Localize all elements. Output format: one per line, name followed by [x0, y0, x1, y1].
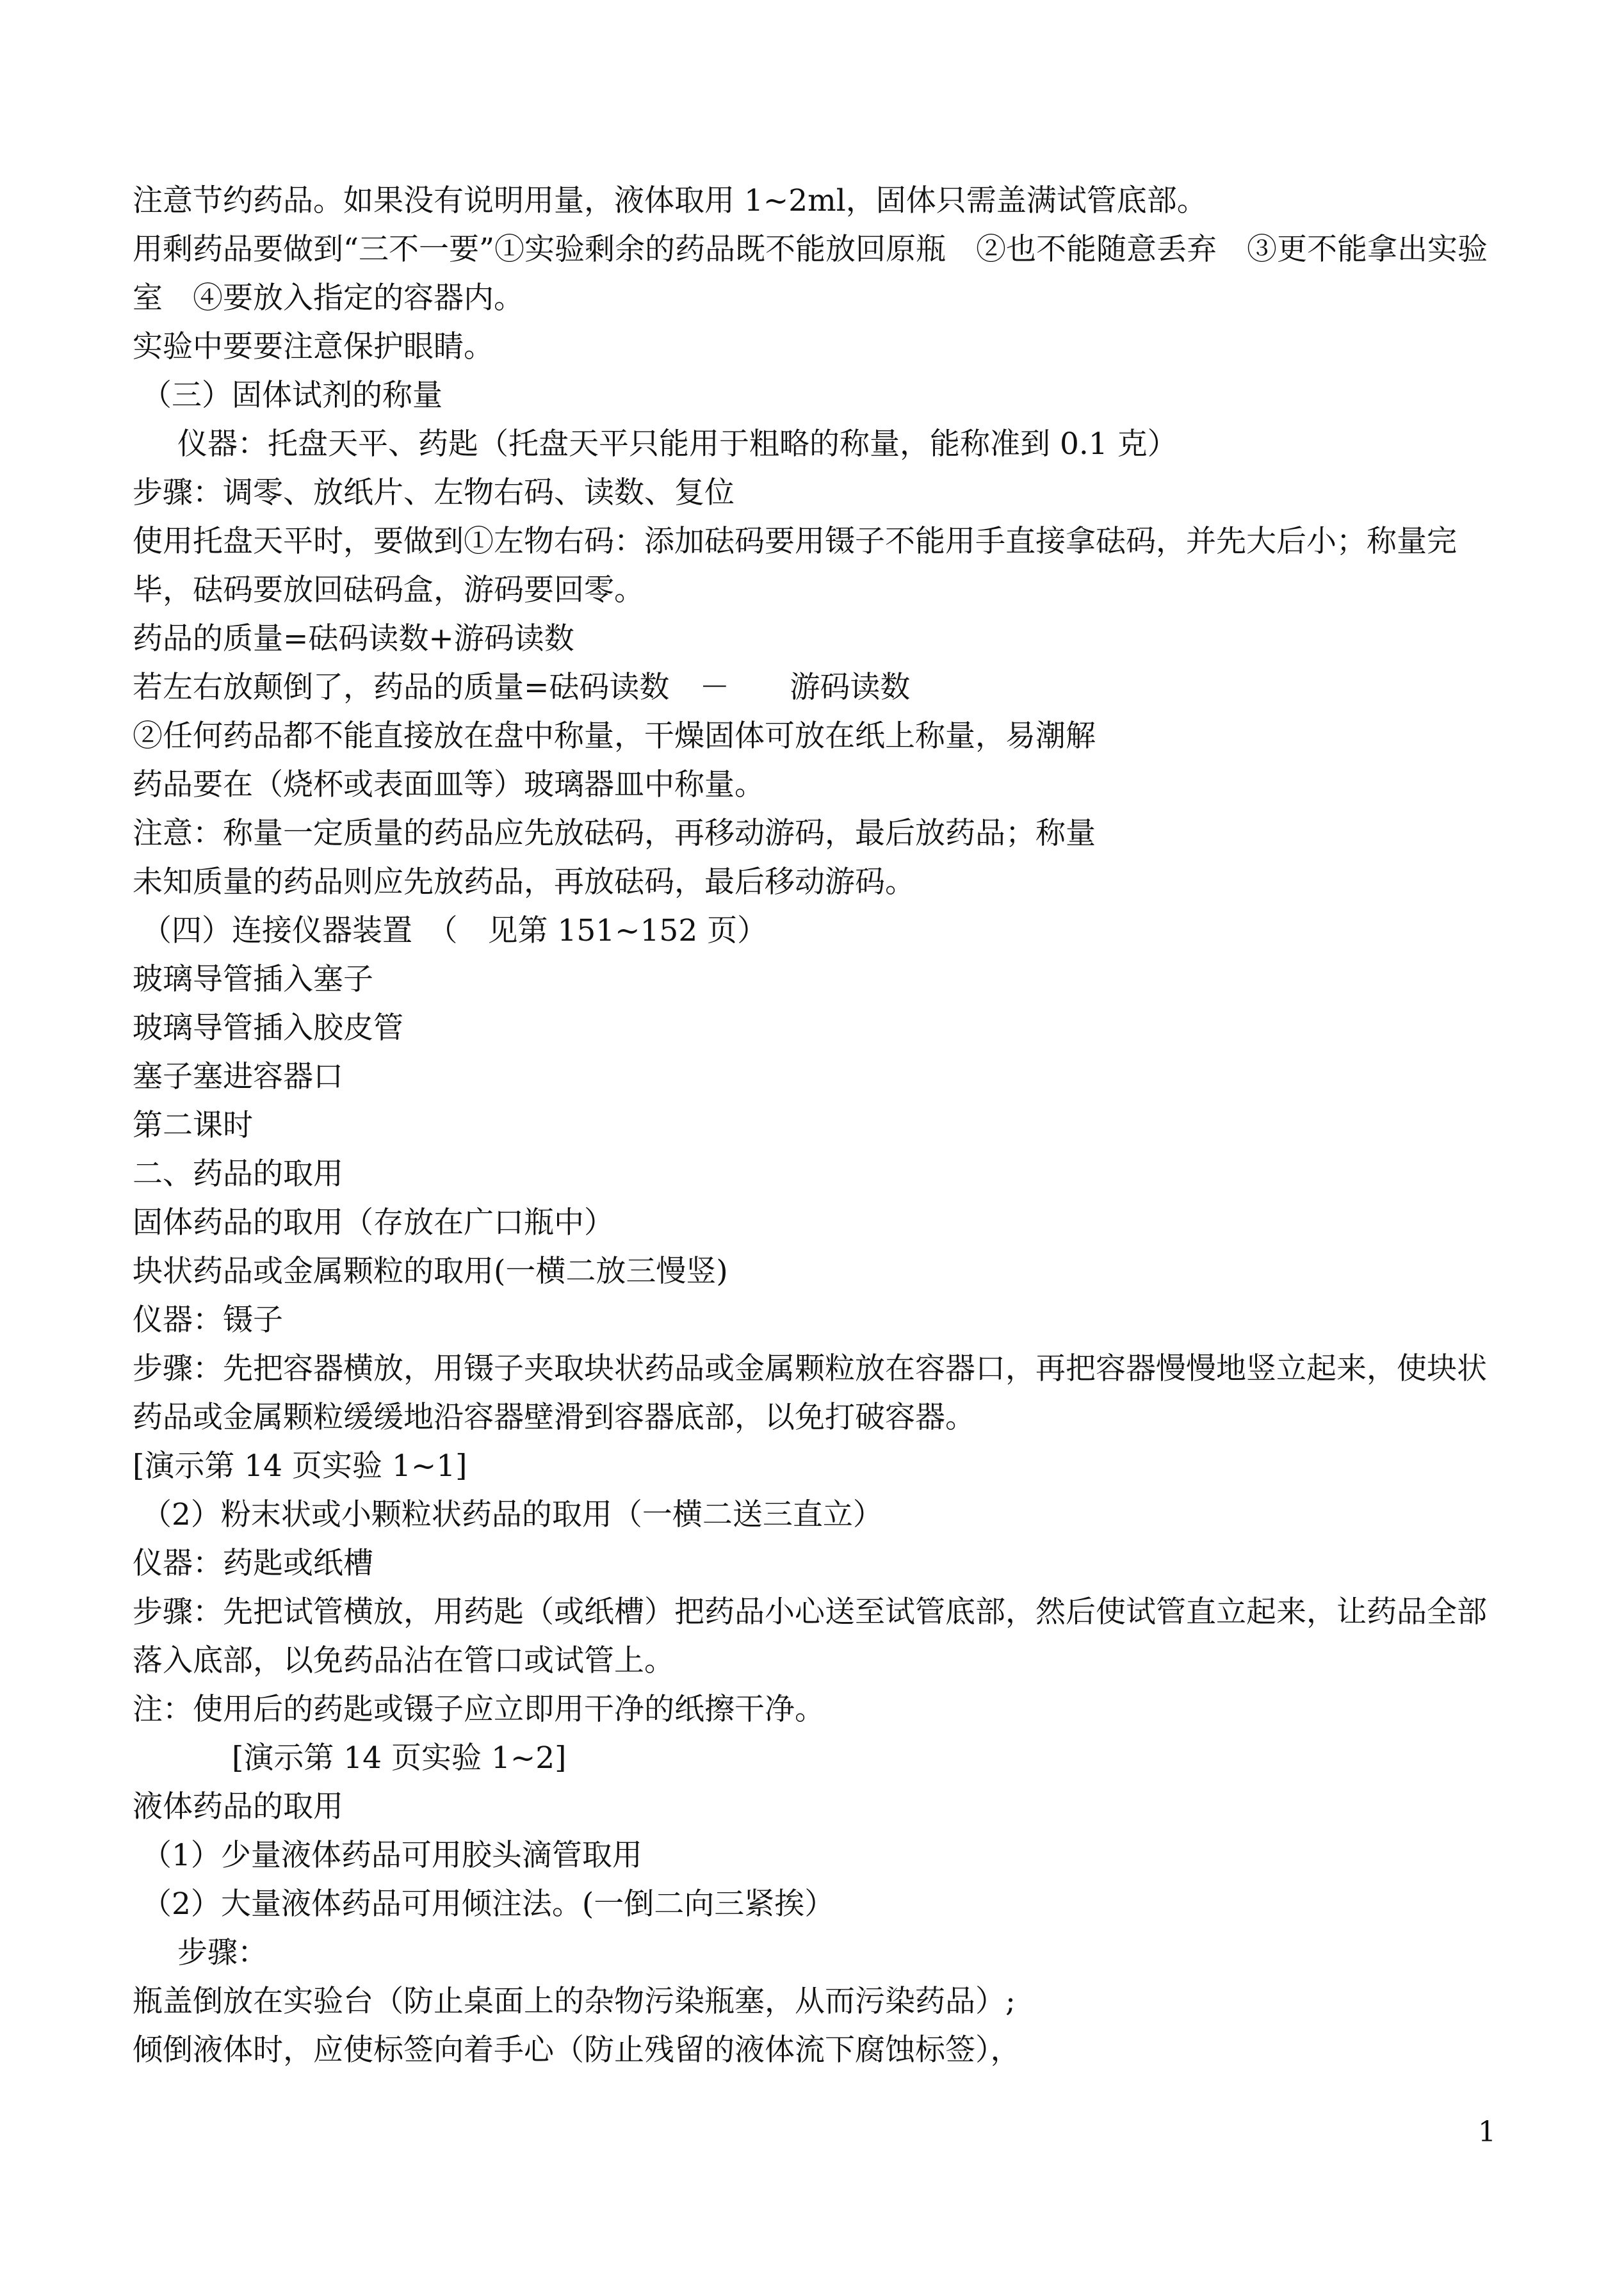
- lesson-heading: 第二课时: [133, 1108, 253, 1143]
- text-line: 仪器：托盘天平、药匙（托盘天平只能用于粗略的称量，能称准到 0.1 克）: [177, 426, 1178, 462]
- page-number: 1: [1478, 2116, 1496, 2148]
- text-line: 注：使用后的药匙或镊子应立即用干净的纸擦干净。: [133, 1692, 825, 1727]
- text-line: 倾倒液体时，应使标签向着手心（防止残留的液体流下腐蚀标签），: [133, 2032, 1021, 2068]
- section-heading: 二、药品的取用: [133, 1156, 343, 1192]
- text-line: 药品要在（烧杯或表面皿等）玻璃器皿中称量。: [133, 767, 765, 802]
- section-heading: （四）连接仪器装置 （ 见第 151~152 页）: [142, 913, 768, 948]
- text-line: [演示第 14 页实验 1~2]: [232, 1740, 567, 1776]
- text-line: 步骤：调零、放纸片、左物右码、读数、复位: [133, 475, 735, 510]
- text-line: 注意：称量一定质量的药品应先放砝码，再移动游码，最后放药品；称量: [133, 816, 1096, 851]
- text-line: [演示第 14 页实验 1~1]: [133, 1448, 467, 1484]
- text-line: 固体药品的取用（存放在广口瓶中）: [133, 1205, 614, 1240]
- text-line: 玻璃导管插入塞子: [133, 962, 373, 997]
- text-line: 瓶盖倒放在实验台（防止桌面上的杂物污染瓶塞，从而污染药品）;: [133, 1984, 1016, 2019]
- section-heading: （三）固体试剂的称量: [142, 378, 443, 413]
- text-line: （2）粉末状或小颗粒状药品的取用（一横二送三直立）: [142, 1497, 883, 1532]
- text-line: 药品的质量=砝码读数+游码读数: [133, 621, 574, 656]
- text-paragraph: 使用托盘天平时，要做到①左物右码：添加砝码要用镊子不能用手直接拿砝码，并先大后小；称量完毕，砝码要放回砝码盒，游码要回零。: [133, 524, 1457, 608]
- text-line: 仪器：镊子: [133, 1302, 283, 1338]
- text-line: 仪器：药匙或纸槽: [133, 1546, 373, 1581]
- text-line: 玻璃导管插入胶皮管: [133, 1010, 403, 1046]
- document-body: [133, 177, 1497, 2075]
- text-line: 未知质量的药品则应先放药品，再放砝码，最后移动游码。: [133, 864, 915, 900]
- text-paragraph: 用剩药品要做到“三不一要”①实验剩余的药品既不能放回原瓶 ②也不能随意丢弃 ③更不能拿出实验室 ④要放入指定的容器内。: [133, 232, 1488, 316]
- text-line: 注意节约药品。如果没有说明用量，液体取用 1~2ml，固体只需盖满试管底部。: [133, 183, 1207, 218]
- text-line: 若左右放颠倒了，药品的质量=砝码读数 － 游码读数: [133, 670, 911, 705]
- text-line: 实验中要要注意保护眼睛。: [133, 329, 494, 364]
- text-line: ②任何药品都不能直接放在盘中称量，干燥固体可放在纸上称量，易潮解: [133, 718, 1096, 754]
- text-paragraph: 步骤：先把试管横放，用药匙（或纸槽）把药品小心送至试管底部，然后使试管直立起来，让药品全部落入底部，以免药品沾在管口或试管上。: [133, 1594, 1487, 1678]
- text-line: 塞子塞进容器口: [133, 1059, 343, 1094]
- text-line: 块状药品或金属颗粒的取用(一横二放三慢竖): [133, 1254, 728, 1289]
- text-paragraph: 步骤：先把容器横放，用镊子夹取块状药品或金属颗粒放在容器口，再把容器慢慢地竖立起来，使块状药品或金属颗粒缓缓地沿容器壁滑到容器底部，以免打破容器。: [133, 1351, 1487, 1435]
- text-line: 液体药品的取用: [133, 1789, 343, 1824]
- text-line: （2）大量液体药品可用倾注法。(一倒二向三紧挨）: [142, 1886, 835, 1922]
- text-line: （1）少量液体药品可用胶头滴管取用: [142, 1838, 642, 1873]
- text-line: 步骤：: [177, 1935, 268, 1970]
